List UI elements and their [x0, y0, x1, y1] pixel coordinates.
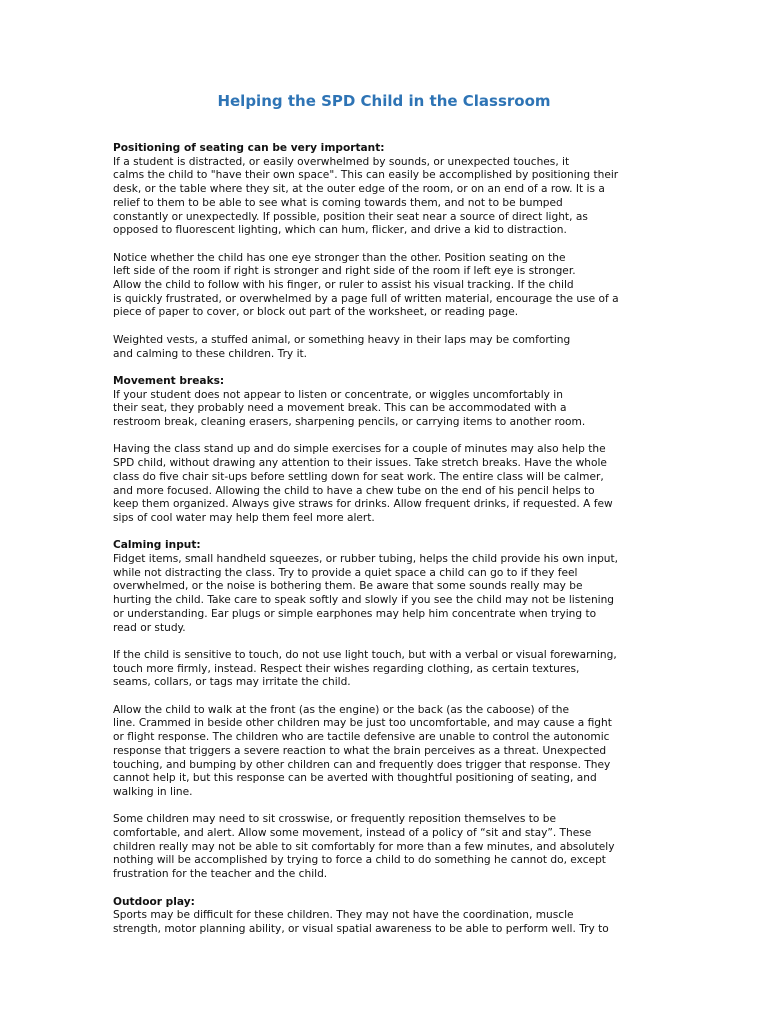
- document-body: [113, 142, 673, 950]
- text-line: line. Crammed in beside other children may be just too uncomfortable, and may cause a fight: [113, 717, 612, 730]
- text-line: frustration for the teacher and the child.: [113, 868, 328, 881]
- text-line: response that triggers a severe reaction to what the brain perceives as a threat. Unexpected: [113, 744, 607, 757]
- text-line: Fidget items, small handheld squeezes, or rubber tubing, helps the child provide his own input,: [113, 553, 619, 566]
- text-line: Allow the child to follow with his finger, or ruler to assist his visual tracking. If the child: [113, 279, 574, 292]
- text-line: relief to them to be able to see what is coming towards them, and not to be bumped: [113, 196, 563, 209]
- section-heading: Outdoor play:: [113, 895, 195, 908]
- text-line: their seat, they probably need a movement break. This can be accommodated with a: [113, 402, 567, 415]
- text-line: touching, and bumping by other children can and frequently does trigger that response. They: [113, 758, 611, 771]
- text-line: or understanding. Ear plugs or simple earphones may help him concentrate when trying to: [113, 607, 597, 620]
- text-line: comfortable, and alert. Allow some movement, instead of a policy of “sit and stay”. These: [113, 827, 592, 840]
- text-line: restroom break, cleaning erasers, sharpening pencils, or carrying items to another room.: [113, 416, 586, 429]
- text-line: SPD child, without drawing any attention to their issues. Take stretch breaks. Have the whole: [113, 457, 607, 470]
- text-line: cannot help it, but this response can be averted with thoughtful positioning of seating, and: [113, 772, 597, 785]
- text-line: nothing will be accomplished by trying to force a child to do something he cannot do, except: [113, 854, 606, 867]
- text-line: walking in line.: [113, 785, 193, 798]
- text-line: If the child is sensitive to touch, do not use light touch, but with a verbal or visual forewarning,: [113, 648, 617, 661]
- text-line: Weighted vests, a stuffed animal, or something heavy in their laps may be comforting: [113, 333, 571, 346]
- text-line: Allow the child to walk at the front (as the engine) or the back (as the caboose) of the: [113, 703, 570, 716]
- text-line: while not distracting the class. Try to provide a quiet space a child can go to if they feel: [113, 566, 578, 579]
- text-line: Having the class stand up and do simple exercises for a couple of minutes may also help the: [113, 443, 606, 456]
- section-heading: Calming input:: [113, 539, 201, 552]
- text-line: and calming to these children. Try it.: [113, 347, 308, 360]
- text-line: piece of paper to cover, or block out part of the worksheet, or reading page.: [113, 306, 519, 319]
- text-line: opposed to fluorescent lighting, which can hum, flicker, and drive a kid to distraction.: [113, 224, 567, 237]
- text-line: class do five chair sit-ups before settling down for seat work. The entire class will be calmer,: [113, 470, 604, 483]
- text-line: hurting the child. Take care to speak softly and slowly if you see the child may not be listening: [113, 594, 615, 607]
- paragraph: [113, 813, 673, 882]
- document-title: Helping the SPD Child in the Classroom: [217, 92, 551, 110]
- paragraph: [113, 553, 673, 635]
- text-line: children really may not be able to sit comfortably for more than a few minutes, and absolutely: [113, 840, 615, 853]
- text-line: is quickly frustrated, or overwhelmed by a page full of written material, encourage the use of a: [113, 292, 619, 305]
- text-line: seams, collars, or tags may irritate the child.: [113, 676, 351, 689]
- section-heading: Movement breaks:: [113, 374, 225, 387]
- paragraph: [113, 156, 673, 238]
- paragraph: [113, 649, 673, 690]
- text-line: desk, or the table where they sit, at the outer edge of the room, or on an end of a row. It is a: [113, 183, 605, 196]
- text-line: sips of cool water may help them feel more alert.: [113, 511, 375, 524]
- text-line: If your student does not appear to listen or concentrate, or wiggles uncomfortably in: [113, 388, 563, 401]
- text-line: touch more firmly, instead. Respect their wishes regarding clothing, as certain textures,: [113, 662, 580, 675]
- text-line: calms the child to "have their own space". This can easily be accomplished by positioning their: [113, 169, 619, 182]
- paragraph: [113, 909, 673, 936]
- text-line: read or study.: [113, 621, 186, 634]
- text-line: Notice whether the child has one eye stronger than the other. Position seating on the: [113, 251, 566, 264]
- text-line: If a student is distracted, or easily overwhelmed by sounds, or unexpected touches, it: [113, 155, 570, 168]
- paragraph: [113, 334, 673, 361]
- text-line: constantly or unexpectedly. If possible, position their seat near a source of direct light, as: [113, 210, 588, 223]
- paragraph: [113, 389, 673, 430]
- text-line: strength, motor planning ability, or visual spatial awareness to be able to perform well. Try to: [113, 922, 609, 935]
- paragraph: [113, 252, 673, 321]
- text-line: Some children may need to sit crosswise, or frequently reposition themselves to be: [113, 813, 556, 826]
- text-line: keep them organized. Always give straws for drinks. Allow frequent drinks, if requested. A few: [113, 498, 613, 511]
- paragraph: [113, 704, 673, 800]
- text-line: Sports may be difficult for these children. They may not have the coordination, muscle: [113, 909, 574, 922]
- text-line: left side of the room if right is stronger and right side of the room if left eye is stronger.: [113, 265, 576, 278]
- text-line: overwhelmed, or the noise is bothering them. Be aware that some sounds really may be: [113, 580, 583, 593]
- text-line: and more focused. Allowing the child to have a chew tube on the end of his pencil helps to: [113, 484, 595, 497]
- paragraph: [113, 443, 673, 525]
- section-heading: Positioning of seating can be very important:: [113, 142, 385, 154]
- text-line: or flight response. The children who are tactile defensive are unable to control the autonomic: [113, 731, 610, 744]
